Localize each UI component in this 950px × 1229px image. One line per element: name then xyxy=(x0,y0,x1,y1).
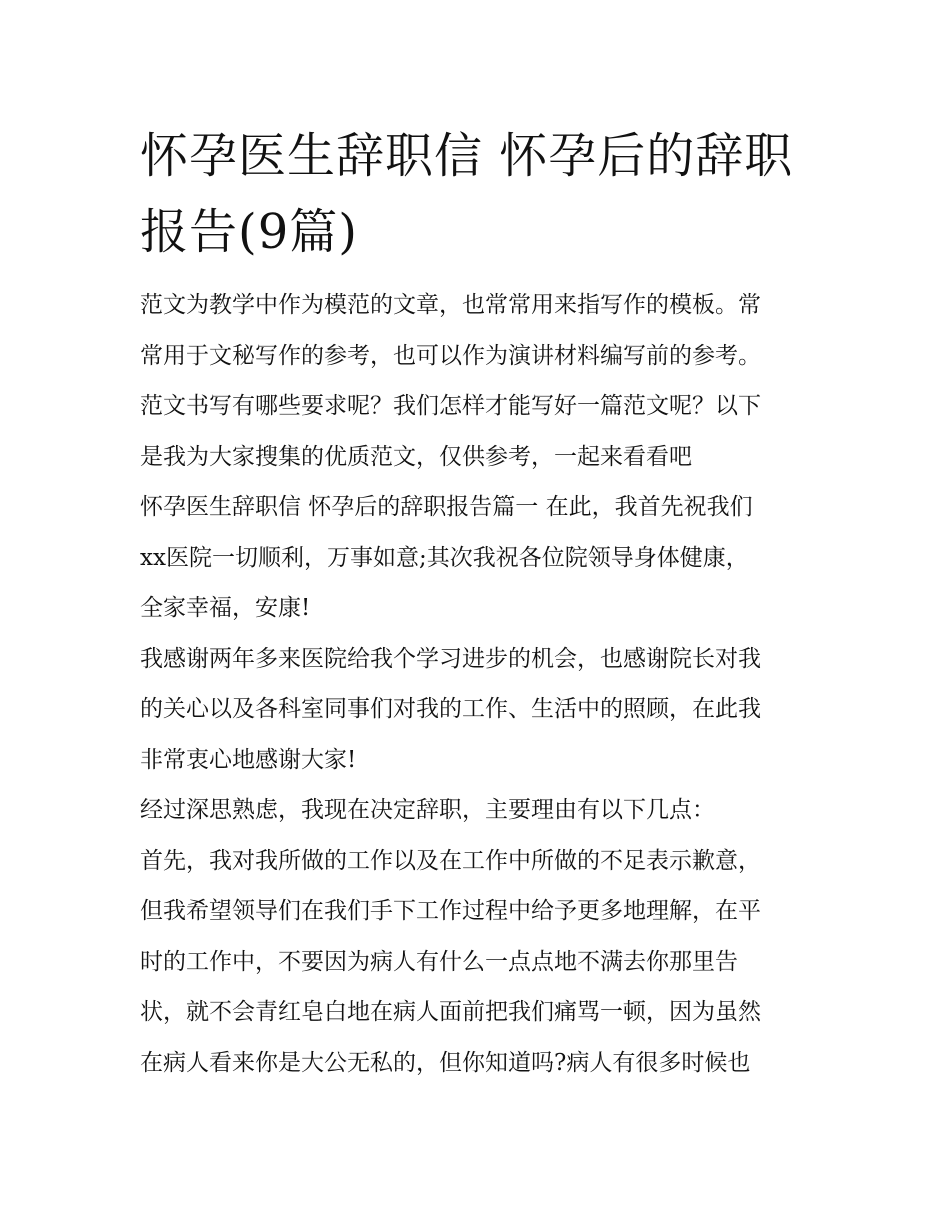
body-line: 范文书写有哪些要求呢？我们怎样才能写好一篇范文呢？以下 xyxy=(140,393,761,419)
title-line: 报告(9篇) xyxy=(140,204,358,260)
body-line: 全家幸福，安康! xyxy=(140,595,311,621)
body-line: xx医院一切顺利，万事如意;其次我祝各位院领导身体健康， xyxy=(140,544,749,571)
body-line: 在病人看来你是大公无私的，但你知道吗?病人有很多时候也 xyxy=(140,1049,751,1076)
document-body xyxy=(140,280,820,1088)
body-line: 是我为大家搜集的优质范文，仅供参考，一起来看看吧 xyxy=(140,443,692,470)
body-line: 我感谢两年多来医院给我个学习进步的机会，也感谢院长对我 xyxy=(140,645,761,672)
body-line: 怀孕医生辞职信 怀孕后的辞职报告篇一 在此，我首先祝我们 xyxy=(140,494,753,520)
body-line: 非常衷心地感谢大家! xyxy=(140,746,357,773)
title-line: 怀孕医生辞职信 怀孕后的辞职 xyxy=(140,128,794,184)
body-line: 的关心以及各科室同事们对我的工作、生活中的照顾，在此我 xyxy=(140,696,761,722)
body-line: 但我希望领导们在我们手下工作过程中给予更多地理解，在平 xyxy=(140,898,761,924)
body-line: 范文为教学中作为模范的文章，也常常用来指写作的模板。常 xyxy=(140,292,761,318)
body-line: 时的工作中，不要因为病人有什么一点点地不满去你那里告 xyxy=(140,948,738,975)
body-line: 经过深思熟虑，我现在决定辞职，主要理由有以下几点： xyxy=(140,797,715,823)
body-line: 状，就不会青红皂白地在病人面前把我们痛骂一顿，因为虽然 xyxy=(140,999,761,1025)
body-line: 常用于文秘写作的参考，也可以作为演讲材料编写前的参考。 xyxy=(140,342,761,369)
document-title xyxy=(140,118,830,270)
body-line: 首先，我对我所做的工作以及在工作中所做的不足表示歉意， xyxy=(140,847,761,874)
